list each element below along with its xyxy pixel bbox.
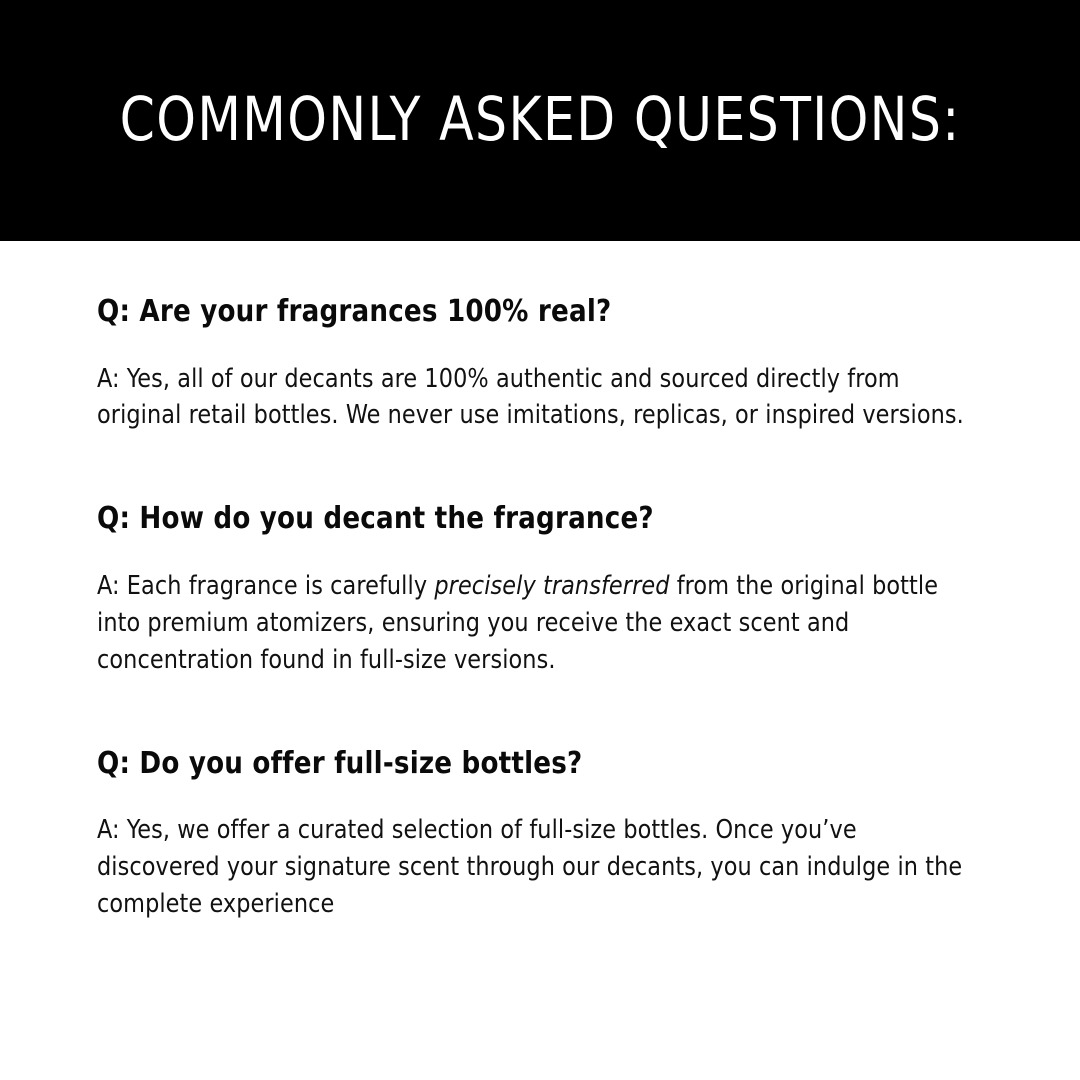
faq-item [97,293,1005,434]
faq-answer-text: A: Yes, we offer a curated selection of full-size bottles. Once you’ve discovered your signature scent through our decants, you can indulge in the complete experience [97,815,963,920]
faq-list [0,241,1080,923]
faq-answer-text: A: Each fragrance is carefully [97,570,435,601]
faq-question: Q: Do you offer full-size bottles? [97,745,583,781]
faq-answer-emphasis: precisely transferred [434,570,670,601]
page-title: COMMONLY ASKED QUESTIONS: [119,84,961,156]
faq-question: Q: How do you decant the fragrance? [97,501,654,537]
faq-question: Q: Are your fragrances 100% real? [97,294,612,329]
faq-answer [97,361,982,435]
faq-answer-text-tail: from the original bottle into premium atomizers, ensuring you receive the exact scent and concentration found in full-size versions. [97,570,939,675]
header-band [0,0,1080,241]
faq-answer-text: A: Yes, all of our decants are 100% authentic and sourced directly from original retail bottles. We never use imitations, replicas, or inspired versions. [97,363,964,431]
faq-answer [97,812,982,923]
faq-item [97,745,1005,923]
faq-item [97,500,1005,678]
faq-answer [97,568,982,679]
